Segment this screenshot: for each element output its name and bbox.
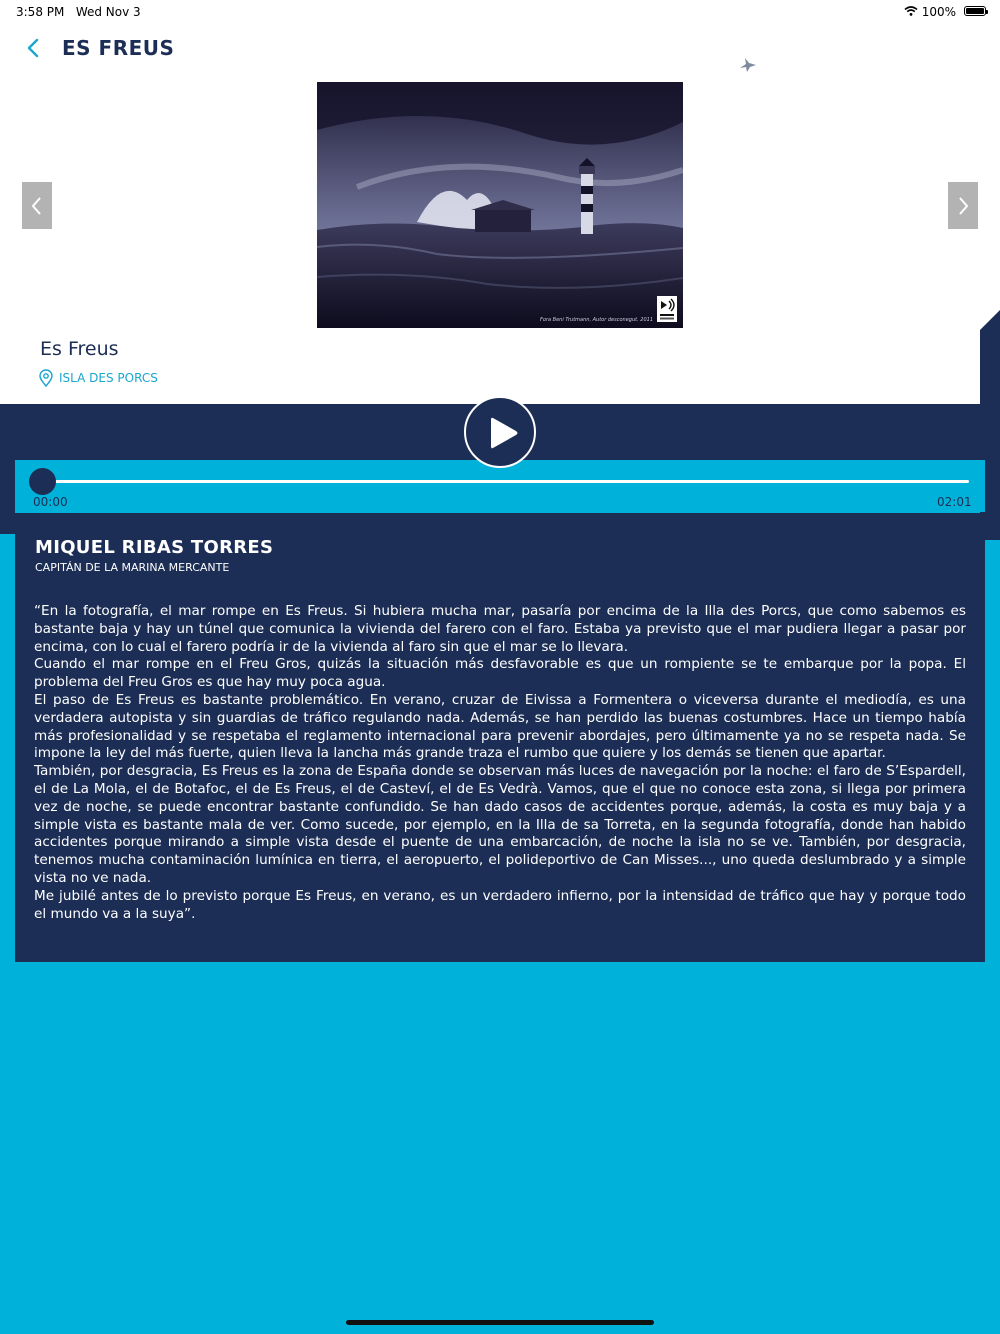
author-name: MIQUEL RIBAS TORRES [35,537,274,558]
status-bar [0,0,1000,24]
play-icon [488,415,520,451]
wifi-icon [904,6,918,16]
page-title: ES FREUS [62,36,175,60]
battery-percentage: 100% [921,5,956,19]
lighthouse-photo [317,82,683,328]
back-button[interactable] [24,36,46,60]
chevron-left-icon [30,196,44,216]
paragraph: Me jubilé antes de lo previsto porque Es Freus, en verano, es un verdadero infierno, por la intensidad de tráfico que hay y porque todo el mundo va a la suya”. [34,887,966,922]
home-indicator[interactable] [346,1320,654,1325]
paragraph: “En la fotografía, el mar rompe en Es Freus. Si hubiera mucha mar, pasaría por encima de la Illa des Porcs, que como sabemos es bastante baja y hay un túnel que comunica la vivienda del farero con el faro. Estaba ya previsto que el mar pudiera llegar a pasar por encima, con lo cual el farero podría ir de la vivienda al faro sin que el mar se lo llevara. [34,603,966,655]
decorative-wave-left [0,404,15,534]
place-title: Es Freus [40,338,119,360]
progress-knob[interactable] [29,468,56,495]
paragraph: El paso de Es Freus es bastante problemático. En verano, cruzar de Eivissa a Formentera o viceversa durante el mediodía, es una verdadera autopista y sin guardias de tráfico regulando nada. Además, se han perdido las buenas costumbres. Hace un tiempo había más profesionalidad y se respetaba el reglamento internacional para prevenir abordajes, pero últimamente ya no se respeta nada. Se impone la ley del más fuerte, quien lleva la lancha más grande traza el rumbo que quiere y los demás se tienen que apartar. [34,691,966,762]
chevron-right-icon [956,196,970,216]
total-duration: 02:01 [937,495,972,509]
status-time: 3:58 PM Wed Nov 3 [16,5,141,19]
progress-track[interactable] [44,480,969,483]
carousel-prev-button[interactable] [22,182,52,229]
play-button[interactable] [464,396,536,468]
paragraph: Cuando el mar rompe en el Freu Gros, quizás la situación más desfavorable es que un rompiente se te embarque por la popa. El problema del Freu Gros es que hay muy poca agua. [34,656,966,691]
current-time: 00:00 [33,495,68,509]
location-text: ISLA DES PORCS [59,371,158,385]
audio-badge-icon [657,296,677,322]
location-pin-icon [38,369,54,387]
battery-icon [964,6,986,16]
narrative-text [34,603,966,923]
paragraph: También, por desgracia, Es Freus es la zona de España donde se observan más luces de navegación por la noche: el faro de S’Espardell, el de La Mola, el de Botafoc, el de Es Freus, el de Casteví, el de Es Vedrà. Vamos, que el que no conoce esta zona, si llega por primera vez de noche, se puede encontrar bastante confundido. Se han dado casos de accidentes porque, además, la costa es muy baja y a simple vista es bastante mala de ver. Como sucede, por ejemplo, en la Illa de sa Torreta, en la segunda fotografía, donde han habido accidentes porque mirando a simple vista desde el puente de una embarcación, de noche la isla no se ve. También, por desgracia, tenemos mucha contaminación lumínica en tierra, el aeropuerto, el polideportivo de Can Misses..., uno queda deslumbrado y a simple vista no ve nada. [34,763,966,886]
photo-credit: Fora Beni Trutmann, Autor desconegut. 2011 [540,317,653,323]
author-role: CAPITÁN DE LA MARINA MERCANTE [35,561,230,574]
bird-icon [736,52,760,76]
back-chevron-icon [24,36,46,60]
carousel-next-button[interactable] [948,182,978,229]
